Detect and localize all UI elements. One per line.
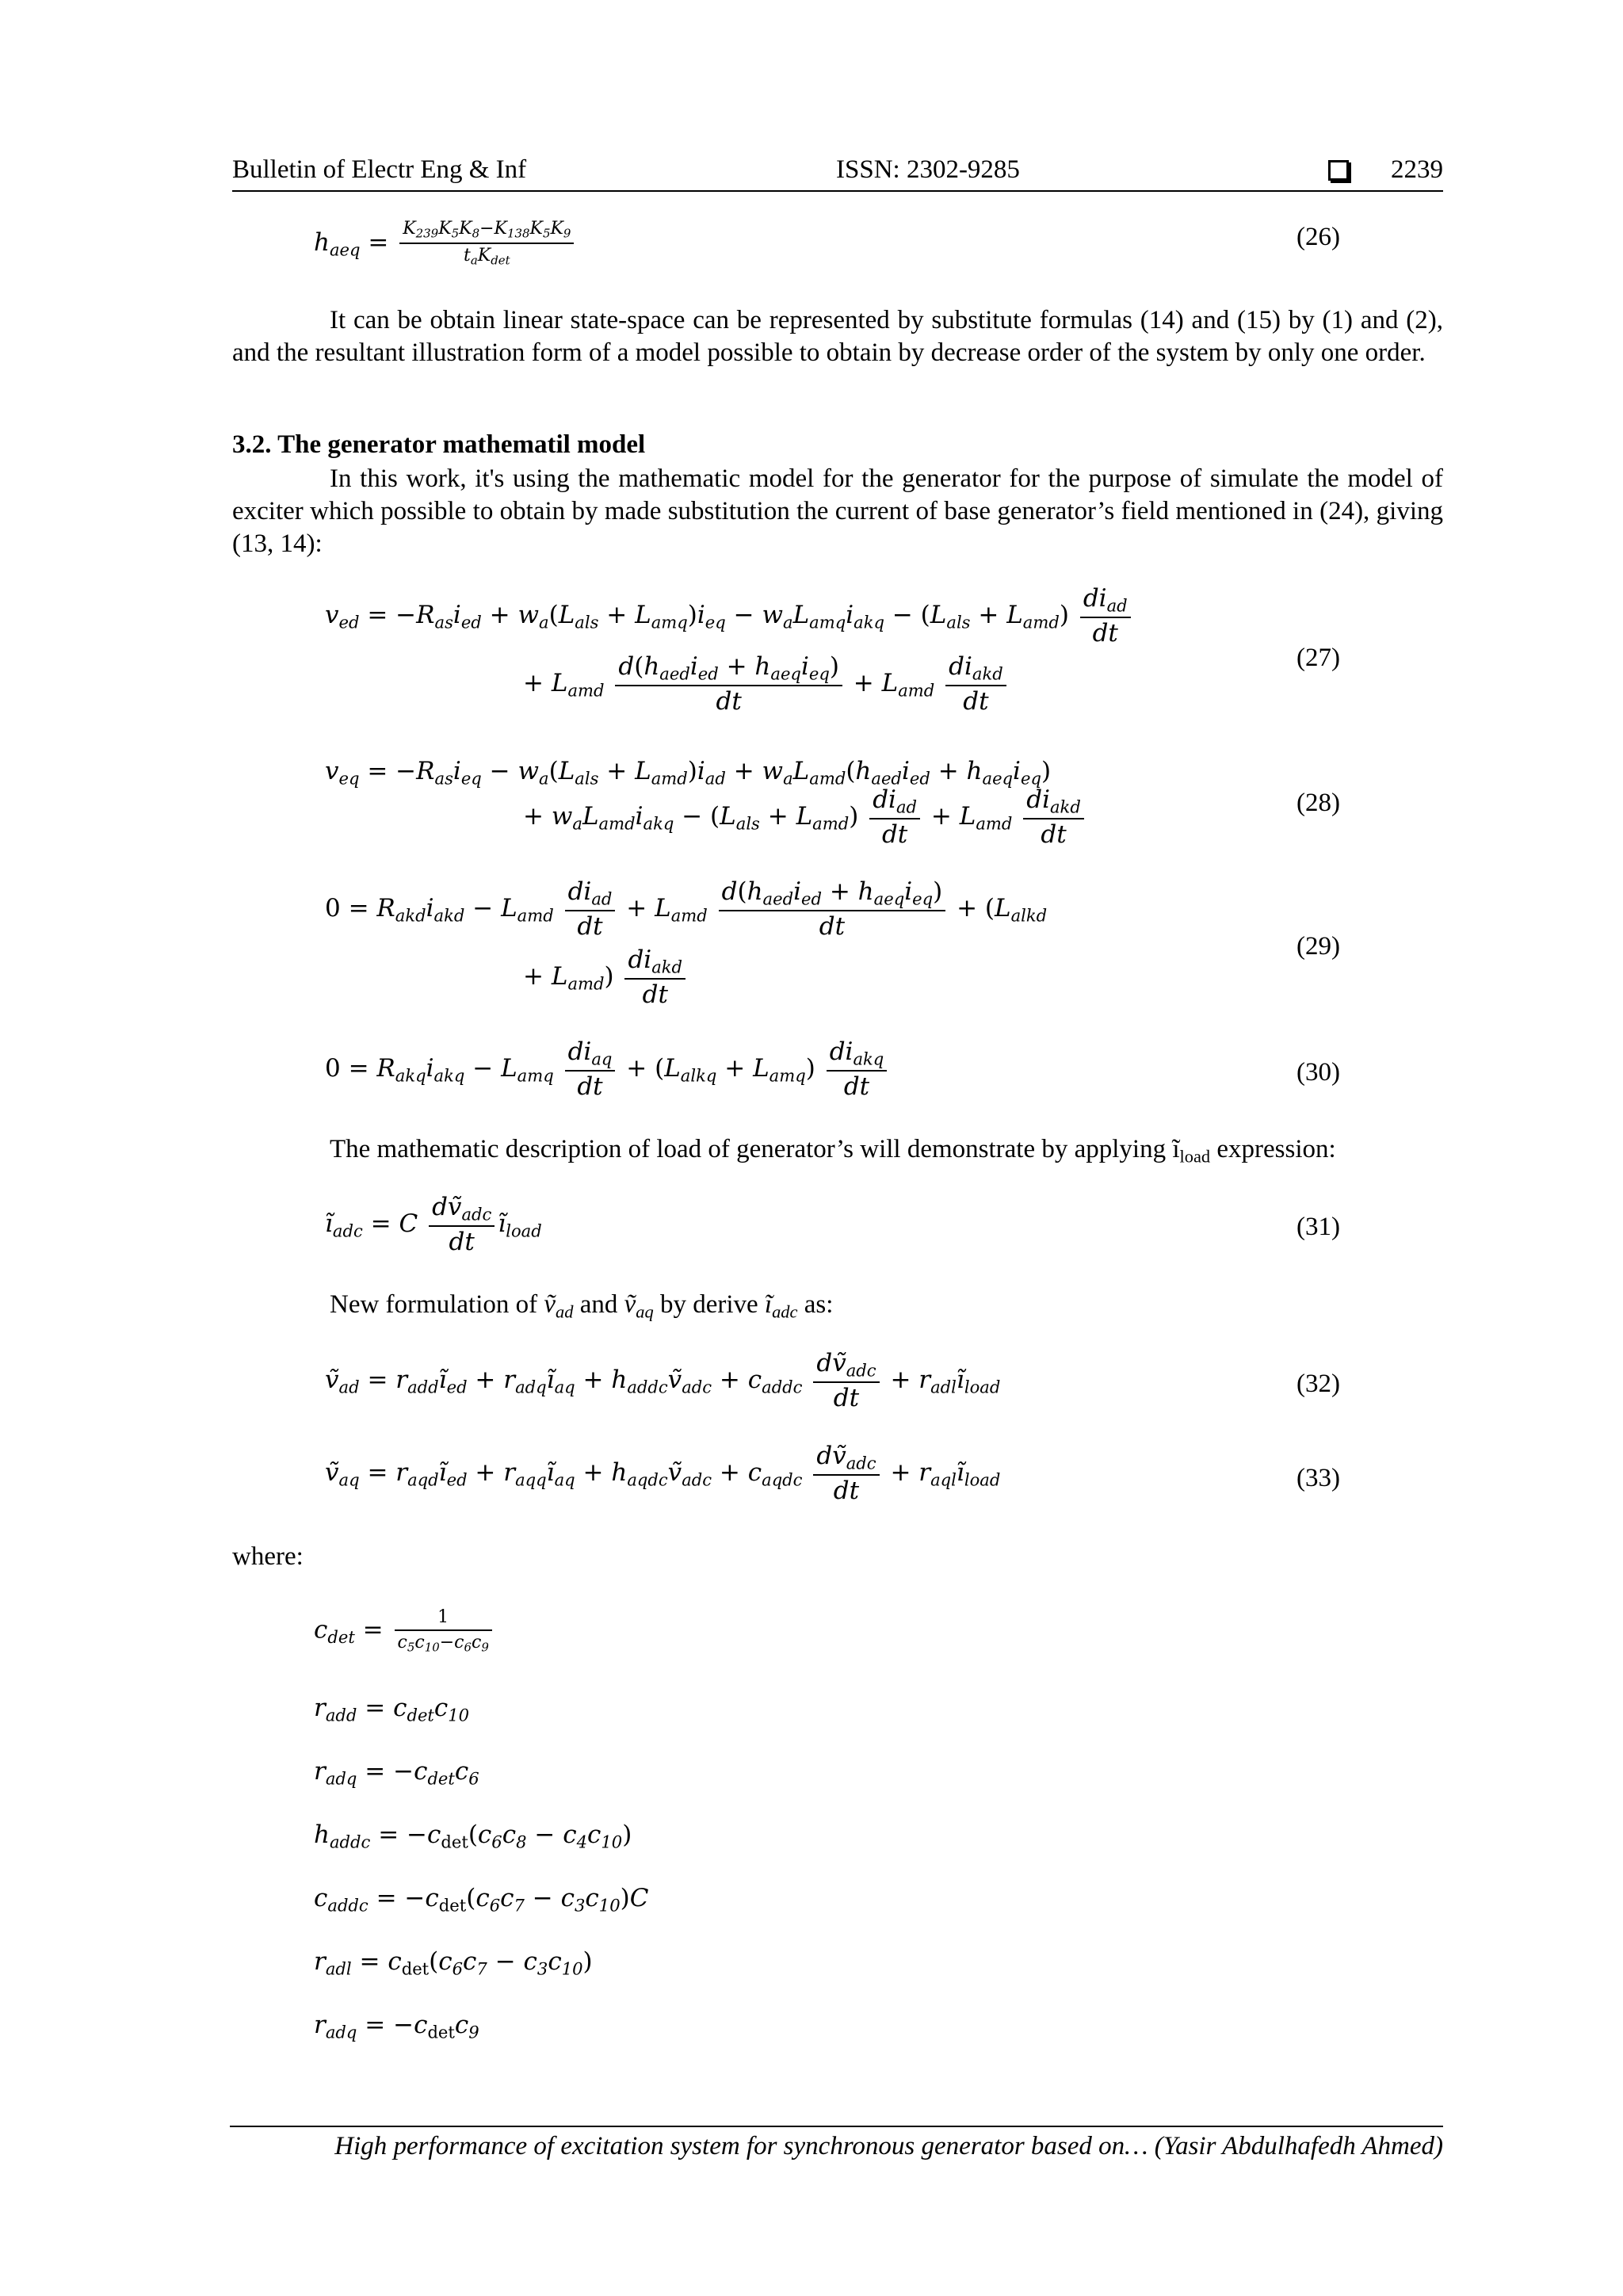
page-number: 2239 — [1391, 155, 1443, 184]
equation-29-line-2: + $L_{amd}$) $\frac{di_{akd}}{dt}$ — [523, 948, 689, 1007]
where-label: where: — [232, 1542, 304, 1571]
definition-c-addc: $c_{addc} = -c_{det}(c_6c_7 - c_3c_{10})C$ — [314, 1884, 649, 1916]
equation-29-line-1: $0 = R_{akd}i_{akd} - L_{amd}$ $\frac{di_{ad}}{dt}$ + $L_{amd}$ $\frac{d(h_{aed}i_{ed} + h_{aeq}i_{eq})}{dt}$ + ($L_{alkd}$ — [325, 877, 1048, 942]
load-subscript: load — [1179, 1146, 1211, 1167]
equation-number-32: (32) — [1296, 1370, 1340, 1398]
equation-28-line-2: + $w_aL_{amd}i_{akq} - (L_{als} + L_{amd})$ $\frac{di_{ad}}{dt}$ + $L_{amd}$ $\frac{di_{akd}}{dt}$ — [523, 788, 1087, 847]
definition-r-add: $r_{add} = c_{det}c_{10}$ — [314, 1694, 470, 1725]
equation-26: $h_{aeq}$ = $\frac{K_{239}K_5K_8-K_{138}K_5K_9}{t_aK_{det}}$ — [314, 220, 577, 267]
equation-number-33: (33) — [1296, 1464, 1340, 1492]
box-icon — [1328, 160, 1349, 181]
equation-number-30: (30) — [1296, 1058, 1340, 1087]
journal-name: Bulletin of Electr Eng & Inf — [232, 155, 527, 184]
page-footer: High performance of excitation system for synchronous generator based on… (Yasir Abdulhafedh Ahmed) — [334, 2132, 1443, 2160]
equation-33: ṽ$_{aq}$ = $r_{aqd}ĩ_{ed}$ + $r_{aqq}ĩ_{aq}$ + $h_{aqdc}ṽ_{adc} + c_{aqdc}$ $\frac{dṽ_{adc}}{dt}$ + $r_{aql}ĩ_{load}$ — [325, 1442, 1001, 1506]
paragraph-text: The mathematic description of load of generator’s will demonstrate by applying ĩ — [330, 1135, 1180, 1163]
section-heading: 3.2. The generator mathematil model — [232, 430, 646, 459]
paragraph-generator-model — [232, 463, 1443, 560]
paragraph-text: It can be obtain linear state-space can be represented by substitute formulas (14) and (15) by (1) and (2), and the resultant illustration form of a model possible to obtain by decrease order of the system by only one order. — [232, 306, 1443, 367]
paragraph-new-formulation: New formulation of ṽ$_{ad}$ and ṽ$_{aq}$ by derive $ĩ_{adc}$ as: — [330, 1290, 834, 1322]
paragraph-linear-state-space — [232, 304, 1443, 369]
equation-31: $ĩ_{adc} = C$ $\frac{dṽ_{adc}}{dt}$ $ĩ_{load}$ — [325, 1193, 542, 1257]
paragraph-text-by: by derive — [653, 1290, 765, 1319]
paragraph-text-as: as: — [797, 1290, 834, 1319]
definition-r-adq-2: $r_{adq} = -c_{det}c_9$ — [314, 2011, 479, 2042]
equation-number-28: (28) — [1296, 789, 1340, 817]
equation-27-line-1: $v_{ed} = -R_{as}i_{ed} + w_a(L_{als} + L_{amq})i_{eq} - w_aL_{amq}i_{akq} - (L_{als} + L_{amd})$ $\frac{di_{ad}}{dt}$ — [325, 586, 1134, 646]
definition-h-addc: $h_{addc} = -c_{det}(c_6c_8 - c_4c_{10})$ — [314, 1820, 632, 1852]
definition-r-adl: $r_{adl} = c_{det}(c_6c_7 - c_3c_{10})$ — [314, 1947, 593, 1979]
paragraph-text: In this work, it's using the mathematic model for the generator for the purpose of simulate the model of exciter which possible to obtain by made substitution the current of base generator’s field mentioned in (24), giving (13, 14): — [232, 464, 1443, 558]
footer-divider — [230, 2126, 1443, 2127]
equation-27-line-2: + $L_{amd}$ $\frac{d(h_{aed}i_{ed} + h_{aeq}i_{eq})}{dt}$ + $L_{amd}$ $\frac{di_{akd}}{dt}$ — [523, 655, 1010, 714]
definition-c-det: $c_{det}$ = $\frac{1}{c_5c_{10}-c_6c_9}$ — [314, 1609, 495, 1653]
equation-32: ṽ$_{ad}$ = $r_{add}ĩ_{ed}$ + $r_{adq}ĩ_{aq}$ + $h_{addc}ṽ_{adc} + c_{addc}$ $\frac{dṽ_{adc}}{dt}$ + $r_{adl}ĩ_{load}$ — [325, 1349, 1001, 1413]
definition-r-adq: $r_{adq} = -c_{det}c_6$ — [314, 1757, 479, 1789]
equation-number-27: (27) — [1296, 644, 1340, 672]
equation-number-31: (31) — [1296, 1213, 1340, 1241]
paragraph-text: New formulation of — [330, 1290, 544, 1319]
page-header — [232, 155, 1443, 192]
equation-30: $0 = R_{akq}i_{akq} - L_{amq}$ $\frac{di_{aq}}{dt}$ + $(L_{alkq} + L_{amq})$ $\frac{di_{akq}}{dt}$ — [325, 1040, 890, 1099]
issn: ISSN: 2302-9285 — [836, 155, 1020, 184]
equation-number-26: (26) — [1296, 223, 1340, 251]
equation-number-29: (29) — [1296, 932, 1340, 961]
paragraph-text-and: and — [573, 1290, 624, 1319]
paragraph-load-description — [232, 1133, 1443, 1173]
paragraph-text-end: expression: — [1210, 1135, 1336, 1163]
equation-28-line-1: $v_{eq} = -R_{as}i_{eq} - w_a(L_{als} + L_{amd})i_{ad} + w_aL_{amd}(h_{aed}i_{ed} + h_{aeq}i_{eq})$ — [325, 757, 1052, 789]
